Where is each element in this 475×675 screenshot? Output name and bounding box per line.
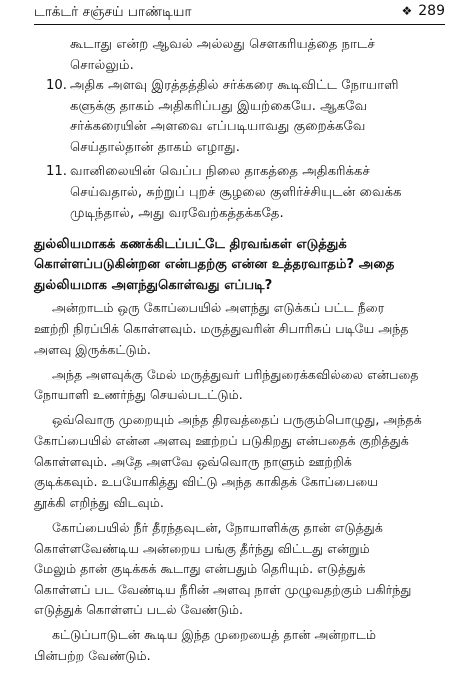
list-item-line: செய்தால்தான் தாகம் எழாது. — [70, 140, 240, 155]
question-line: துல்லியமாகக் கணக்கிடப்பட்டே திரவங்கள் எடுத்துக் — [34, 236, 347, 252]
list-item-line: செய்வதால், சுற்றுப் புறச் சூழலை குளிர்ச்சியுடன் வைக்க — [70, 184, 402, 200]
list-item-line: அதிக அளவு இரத்தத்தில் சர்க்கரை கூடிவிட்ட நோயாளி — [70, 78, 399, 94]
paragraph-line: எடுத்துக் கொள்ளப் படல் வேண்டும். — [34, 602, 244, 618]
paragraph-line: பின்பற்ற வேண்டும். — [34, 648, 151, 663]
continuation-line: சொல்லும். — [70, 57, 134, 73]
paragraph-line: அந்த அளவுக்கு மேல் மருத்துவர் பரிந்துரைக்கவில்லை என்பதை — [52, 366, 419, 382]
question-line: துல்லியமாக அளந்துகொள்வது எப்படி? — [34, 278, 273, 293]
list-item-line: முடிந்தால், அது வரவேற்கத்தக்கதே. — [70, 205, 284, 221]
list-item-line: களுக்கு தாகம் அதிகரிப்பது இயற்கையே. ஆகவே — [70, 98, 368, 114]
ornament-icon: ❖ — [401, 4, 413, 18]
paragraph-line: கொள்ளவேண்டிய அன்றைய பங்கு தீர்ந்து விட்டது என்றும் — [34, 540, 370, 556]
page-header — [34, 2, 445, 25]
paragraph-line: கொள்ளப் பட வேண்டிய நீரின் அளவு நாள் முழுவதற்கும் பகிர்ந்து — [34, 581, 412, 597]
paragraph-line: நோயாளி உணர்ந்து செயல்படட்டும். — [34, 387, 243, 403]
list-number: 10. — [46, 78, 67, 94]
paragraph-line: ஒவ்வொரு முறையும் அந்த திரவத்தைப் பருகும்பொழுது, அந்தக் — [52, 412, 422, 428]
question-line: கொள்ளப்படுகின்றன என்பதற்கு என்ன உத்தரவாதம்? அதை — [34, 257, 395, 273]
page-number: 289 — [418, 3, 445, 19]
paragraph-line: கொள்ளவும். அதே அளவே ஒவ்வொரு நாளும் ஊற்றிக் — [34, 453, 352, 469]
list-item-line: வானிலையின் வெப்ப நிலை தாகத்தை அதிகரிக்கச் — [70, 164, 370, 180]
paragraph-line: தூக்கி எறிந்து விடவும். — [34, 494, 164, 510]
paragraph-line: குடிக்கவும். உபயோகித்து விட்டு அந்த காகிதக் கோப்பையை — [34, 474, 379, 490]
paragraph-line: அளவு இருக்கட்டும். — [34, 341, 151, 357]
continuation-line: கூடாது என்ற ஆவல் அல்லது சௌகரியத்தை நாடச் — [70, 37, 375, 52]
paragraph-line: அன்றாடம் ஒரு கோப்பையில் அளந்து எடுக்கப் பட்ட நீரை — [52, 300, 385, 316]
paragraph-line: கட்டுப்பாடுடன் கூடிய இந்த முறையைத் தான் அன்றாடம் — [52, 627, 377, 643]
paragraph-line: ஊற்றி நிரப்பிக் கொள்ளவும். மருத்துவரின் சிபாரிசுப் படியே அந்த — [34, 320, 409, 336]
page-number-block — [402, 3, 446, 19]
running-title: டாக்டர் சஞ்சய் பாண்டியா — [34, 4, 192, 20]
list-number: 11. — [46, 164, 67, 180]
list-item-line: சர்க்கரையின் அளவை எப்படியாவது குறைக்கவே — [70, 119, 366, 135]
paragraph-line: கோப்பையில் நீர் தீரந்தவுடன், நோயாளிக்கு தான் எடுத்துக் — [52, 519, 383, 535]
paragraph-line: கோப்பையில் என்ன அளவு ஊற்றப் படுகிறது என்பதைக் குறித்துக் — [34, 432, 409, 448]
paragraph-line: மேலும் தான் குடிக்கக் கூடாது என்பதும் தெரியும். எடுத்துக் — [34, 561, 366, 577]
